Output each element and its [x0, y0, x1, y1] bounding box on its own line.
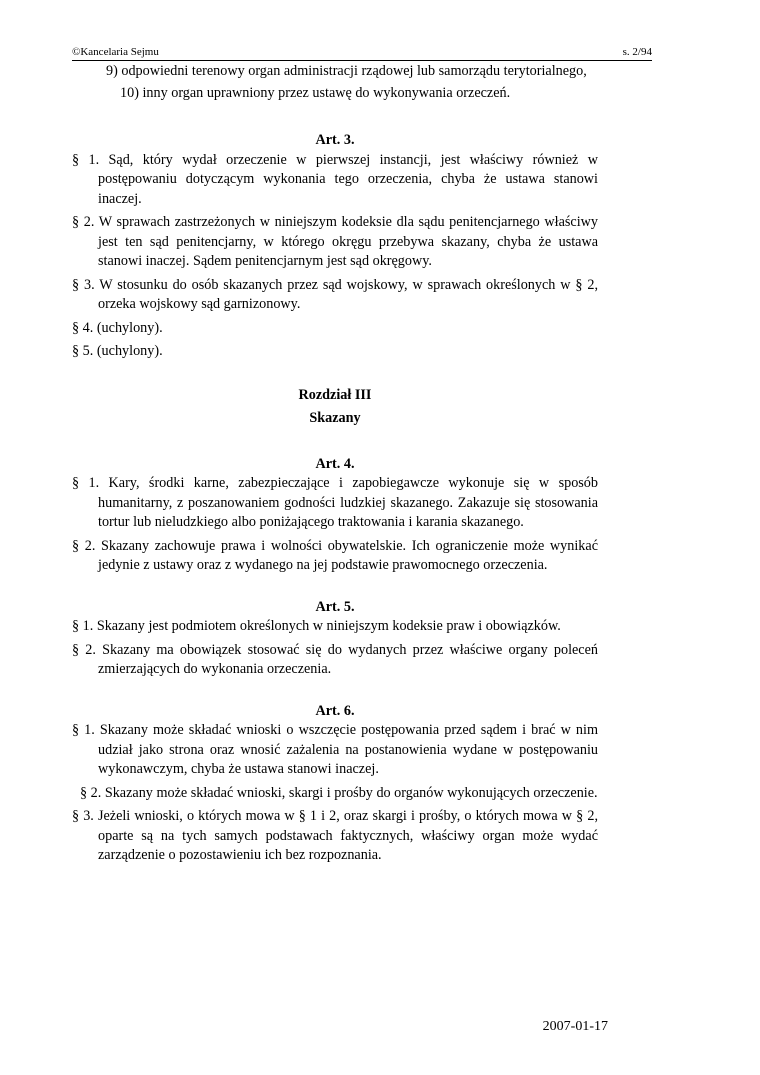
article-6-title: Art. 6.: [315, 702, 355, 719]
article-3-par-5: § 5. (uchylony).: [72, 343, 163, 359]
article-5-par-1: § 1. Skazany jest podmiotem określonych w niniejszym kodeksie praw i obowiązków.: [72, 618, 561, 634]
article-5-par-2: § 2. Skazany ma obowiązek stosować się do wydanych przez właściwe organy poleceń zmierzających do wykonania orzeczenia.: [72, 641, 598, 677]
article-3-par-2: § 2. W sprawach zastrzeżonych w niniejszym kodeksie dla sądu penitencjarnego właściwy jest ten sąd penitencjarny, w którego okręgu przebywa skazany, chyba że ustawa stanowi inaczej. Sądem penitencjarnym jest sąd okręgowy.: [72, 214, 598, 269]
footer-date: 2007-01-17: [542, 1019, 608, 1034]
article-6-par-3: § 3. Jeżeli wnioski, o których mowa w § 1 i 2, oraz skargi i prośby, o których mowa w § 2, oparte są na tych samych podstawach faktycznych, właściwy organ może wydać zarządzenie o pozostawieniu ich bez rozpoznania.: [72, 808, 598, 863]
article-5-title: Art. 5.: [315, 598, 355, 615]
article-3-par-1: § 1. Sąd, który wydał orzeczenie w pierwszej instancji, jest właściwy również w postępowaniu dotyczącym wykonania tego orzeczenia, chyba że ustawa stanowi inaczej.: [72, 151, 598, 207]
header-publisher: ©Kancelaria Sejmu: [72, 46, 159, 58]
article-4-title: Art. 4.: [315, 455, 355, 472]
page-header: [72, 44, 652, 61]
article-3-title: Art. 3.: [315, 132, 355, 148]
article-4-par-2: § 2. Skazany zachowuje prawa i wolności obywatelskie. Ich ograniczenie może wynikać jedynie z ustawy oraz z wydanego na jej podstawie prawomocnego orzeczenia.: [72, 537, 598, 573]
chapter-title: Skazany: [309, 410, 361, 426]
article-3-par-3: § 3. W stosunku do osób skazanych przez sąd wojskowy, w sprawach określonych w § 2, orzeka wojskowy sąd garnizonowy.: [72, 276, 598, 312]
list-item-9: 9) odpowiedni terenowy organ administracji rządowej lub samorządu terytorialnego,: [106, 63, 587, 79]
header-page-number: s. 2/94: [622, 46, 652, 58]
chapter-number: Rozdział III: [298, 386, 372, 403]
document-body: [72, 62, 598, 870]
article-6-par-2: § 2. Skazany może składać wnioski, skargi i prośby do organów wykonujących orzeczenie.: [80, 784, 598, 801]
list-item-10: 10) inny organ uprawniony przez ustawę do wykonywania orzeczeń.: [120, 84, 511, 101]
article-3-par-4: § 4. (uchylony).: [72, 319, 163, 336]
article-4-par-1: § 1. Kary, środki karne, zabezpieczające i zapobiegawcze wykonuje się w sposób humanitarny, z poszanowaniem godności ludzkiej skazanego. Zakazuje się stosowania tortur lub nieludzkiego albo poniżającego traktowania i karania skazanego.: [72, 475, 598, 530]
article-6-par-1: § 1. Skazany może składać wnioski o wszczęcie postępowania przed sądem i brać w nim udział jako strona oraz wnosić zażalenia na postanowienia wydane w postępowaniu wykonawczym, chyba że ustawa stanowi inaczej.: [72, 722, 598, 777]
